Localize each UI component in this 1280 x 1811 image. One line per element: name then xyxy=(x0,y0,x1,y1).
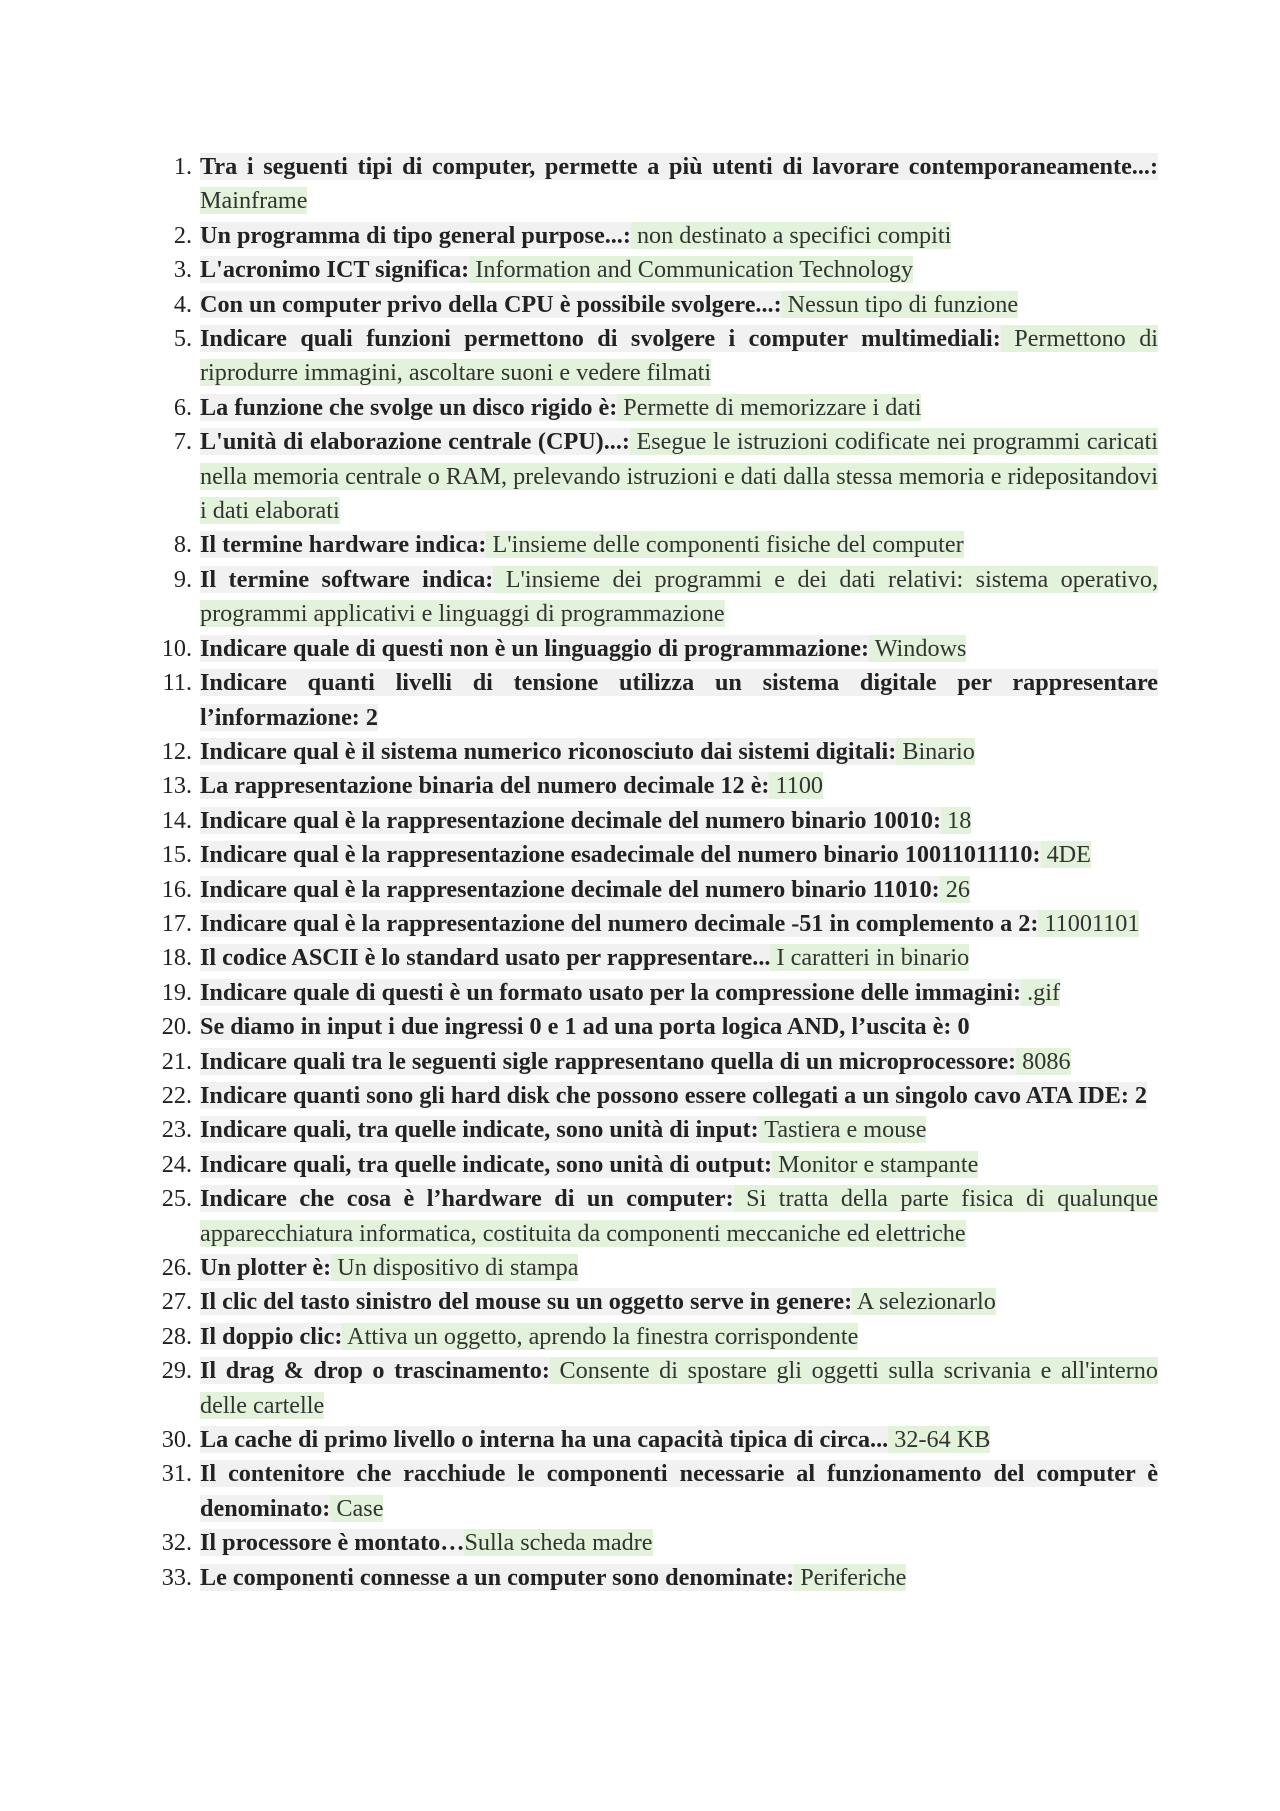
question-text: Con un computer privo della CPU è possibile svolgere...: xyxy=(200,290,782,318)
answer-text: Binario xyxy=(896,737,975,765)
question-text: Indicare quali, tra quelle indicate, sono unità di output: xyxy=(200,1150,773,1178)
answer-text: 18 xyxy=(941,806,972,834)
list-item xyxy=(148,1113,1158,1147)
answer-text: L'insieme delle componenti fisiche del computer xyxy=(486,531,964,559)
question-text: Indicare qual è la rappresentazione del numero decimale -51 in complemento a 2: xyxy=(200,909,1039,937)
item-number: 1. xyxy=(173,153,192,180)
item-number: 16. xyxy=(161,875,192,903)
list-item xyxy=(148,666,1158,735)
answer-text: Monitor e stampante xyxy=(772,1150,979,1178)
question-text: Il processore è montato… xyxy=(200,1529,465,1557)
answer-text: Consente di spostare gli oggetti sulla scrivania e all'interno delle cartelle xyxy=(200,1357,1158,1419)
question-text: Il codice ASCII è lo standard usato per rappresentare... xyxy=(200,944,771,972)
list-item xyxy=(148,1251,1158,1285)
answer-text: non destinato a specifici compiti xyxy=(630,221,952,249)
question-text: Indicare quali tra le seguenti sigle rappresentano quella di un microprocessore: xyxy=(200,1047,1017,1075)
item-number: 26. xyxy=(161,1254,192,1281)
list-item xyxy=(148,1285,1158,1319)
item-number: 5. xyxy=(173,325,192,353)
item-number: 12. xyxy=(161,737,192,765)
list-item xyxy=(148,528,1158,562)
list-item xyxy=(148,1182,1158,1251)
answer-text: .gif xyxy=(1021,978,1061,1006)
item-number: 7. xyxy=(173,428,192,456)
answer-text: 1100 xyxy=(769,772,824,800)
item-number: 29. xyxy=(161,1357,192,1385)
question-text: La funzione che svolge un disco rigido è: xyxy=(200,393,618,421)
item-number: 32. xyxy=(161,1529,192,1557)
list-item xyxy=(148,219,1158,253)
item-number: 28. xyxy=(161,1322,192,1350)
list-item xyxy=(148,1320,1158,1354)
item-number: 4. xyxy=(173,290,192,318)
item-number: 17. xyxy=(161,909,192,937)
list-item xyxy=(148,425,1158,528)
question-text: Il contenitore che racchiude le componenti necessarie al funzionamento del computer è denominato: xyxy=(200,1460,1158,1522)
answer-text: 32-64 KB xyxy=(888,1426,991,1454)
item-number: 21. xyxy=(161,1047,192,1075)
answer-text: Permettono di riprodurre immagini, ascoltare suoni e vedere filmati xyxy=(200,325,1159,387)
question-text: Indicare qual è la rappresentazione esadecimale del numero binario 10011011110: xyxy=(200,841,1041,869)
answer-text: Esegue le istruzioni codificate nei programmi caricati nella memoria centrale o RAM, prelevando istruzioni e dati dalla stessa memoria e ridepositandovi i dati elaborati xyxy=(200,428,1158,525)
answer-text: Nessun tipo di funzione xyxy=(781,290,1019,318)
question-text: Indicare quale di questi non è un linguaggio di programmazione: xyxy=(200,634,870,662)
answer-text: L'insieme dei programmi e dei dati relativi: sistema operativo, programmi applicativi e linguaggi di programmazione xyxy=(200,565,1158,628)
list-item xyxy=(148,1423,1158,1457)
list-item xyxy=(148,322,1158,391)
answer-text: I caratteri in binario xyxy=(770,944,970,972)
item-number: 13. xyxy=(161,772,192,800)
question-text: L'acronimo ICT significa: xyxy=(200,256,470,284)
answer-text: Information and Communication Technology xyxy=(469,256,914,284)
list-item xyxy=(148,735,1158,769)
answer-text: 4DE xyxy=(1040,841,1091,869)
question-text: Il termine software indica: xyxy=(200,565,494,593)
answer-text: Attiva un oggetto, aprendo la finestra corrispondente xyxy=(342,1322,859,1350)
item-number: 6. xyxy=(173,393,192,421)
list-item xyxy=(148,1526,1158,1560)
question-text: Un programma di tipo general purpose...: xyxy=(200,221,631,249)
item-number: 25. xyxy=(161,1185,192,1213)
answer-text: Periferiche xyxy=(794,1563,907,1591)
list-item xyxy=(148,1010,1158,1044)
item-number: 31. xyxy=(161,1460,192,1488)
answer-text: Un dispositivo di stampa xyxy=(331,1254,579,1281)
list-item xyxy=(148,150,1158,219)
item-number: 10. xyxy=(161,634,192,662)
question-text: Il clic del tasto sinistro del mouse su un oggetto serve in genere: xyxy=(200,1288,853,1316)
list-item xyxy=(148,804,1158,838)
question-text: Se diamo in input i due ingressi 0 e 1 ad una porta logica AND, l’uscita è: 0 xyxy=(200,1013,970,1041)
item-number: 20. xyxy=(161,1013,192,1041)
question-text: Indicare qual è la rappresentazione decimale del numero binario 11010: xyxy=(200,875,940,903)
question-text: Il doppio clic: xyxy=(200,1322,343,1350)
answer-text: 11001101 xyxy=(1038,909,1140,937)
item-number: 3. xyxy=(173,256,192,284)
question-text: Il termine hardware indica: xyxy=(200,531,487,559)
item-number: 18. xyxy=(161,944,192,972)
question-text: Il drag & drop o trascinamento: xyxy=(200,1357,550,1385)
list-item xyxy=(148,1148,1158,1182)
item-number: 15. xyxy=(161,841,192,869)
answer-text: Mainframe xyxy=(200,187,308,215)
list-item xyxy=(148,1354,1158,1423)
answer-text: Si tratta della parte fisica di qualunque apparecchiatura informatica, costituita da componenti meccaniche ed elettriche xyxy=(200,1185,1158,1247)
question-text: Tra i seguenti tipi di computer, permette a più utenti di lavorare contemporaneamente...: xyxy=(200,153,1158,180)
question-text: La cache di primo livello o interna ha una capacità tipica di circa... xyxy=(200,1426,889,1454)
item-number: 8. xyxy=(173,531,192,559)
list-item xyxy=(148,391,1158,425)
list-item xyxy=(148,873,1158,907)
item-number: 22. xyxy=(161,1081,192,1109)
answer-text: Sulla scheda madre xyxy=(464,1529,653,1557)
question-text: Le componenti connesse a un computer sono denominate: xyxy=(200,1563,795,1591)
list-item xyxy=(148,1561,1158,1595)
list-item xyxy=(148,253,1158,287)
answer-text: Tastiera e mouse xyxy=(758,1116,927,1144)
question-text: Indicare quali funzioni permettono di svolgere i computer multimediali: xyxy=(200,325,1001,353)
answer-text: 26 xyxy=(939,875,970,903)
item-number: 27. xyxy=(161,1288,192,1316)
list-item xyxy=(148,976,1158,1010)
list-item xyxy=(148,288,1158,322)
question-text: L'unità di elaborazione centrale (CPU)...: xyxy=(200,428,630,456)
list-item xyxy=(148,838,1158,872)
item-number: 30. xyxy=(161,1426,192,1454)
item-number: 14. xyxy=(161,806,192,834)
list-item xyxy=(148,1079,1158,1113)
item-number: 2. xyxy=(173,221,192,249)
question-text: Indicare quali, tra quelle indicate, sono unità di input: xyxy=(200,1116,759,1144)
item-number: 33. xyxy=(161,1563,192,1591)
question-text: La rappresentazione binaria del numero decimale 12 è: xyxy=(200,772,770,800)
answer-text: A selezionarlo xyxy=(852,1288,996,1316)
item-number: 19. xyxy=(161,978,192,1006)
list-item xyxy=(148,769,1158,803)
question-text: Indicare quanti sono gli hard disk che possono essere collegati a un singolo cavo ATA IDE: 2 xyxy=(200,1081,1148,1109)
list-item xyxy=(148,563,1158,632)
item-number: 11. xyxy=(162,669,192,697)
question-list xyxy=(148,150,1158,1595)
item-number: 9. xyxy=(173,565,192,593)
list-item xyxy=(148,632,1158,666)
answer-text: Windows xyxy=(869,634,967,662)
question-text: Indicare qual è il sistema numerico riconosciuto dai sistemi digitali: xyxy=(200,737,897,765)
answer-text: Case xyxy=(330,1494,384,1522)
list-item xyxy=(148,907,1158,941)
question-text: Indicare quale di questi è un formato usato per la compressione delle immagini: xyxy=(200,978,1022,1006)
question-text: Indicare quanti livelli di tensione utilizza un sistema digitale per rappresentare l’informazione: 2 xyxy=(200,669,1158,731)
list-item xyxy=(148,941,1158,975)
list-item xyxy=(148,1045,1158,1079)
question-text: Indicare qual è la rappresentazione decimale del numero binario 10010: xyxy=(200,806,942,834)
question-text: Un plotter è: xyxy=(200,1254,332,1281)
item-number: 23. xyxy=(161,1116,192,1144)
list-item xyxy=(148,1457,1158,1526)
answer-text: 8086 xyxy=(1016,1047,1071,1075)
question-text: Indicare che cosa è l’hardware di un computer: xyxy=(200,1185,734,1213)
item-number: 24. xyxy=(161,1150,192,1178)
answer-text: Permette di memorizzare i dati xyxy=(617,393,922,421)
